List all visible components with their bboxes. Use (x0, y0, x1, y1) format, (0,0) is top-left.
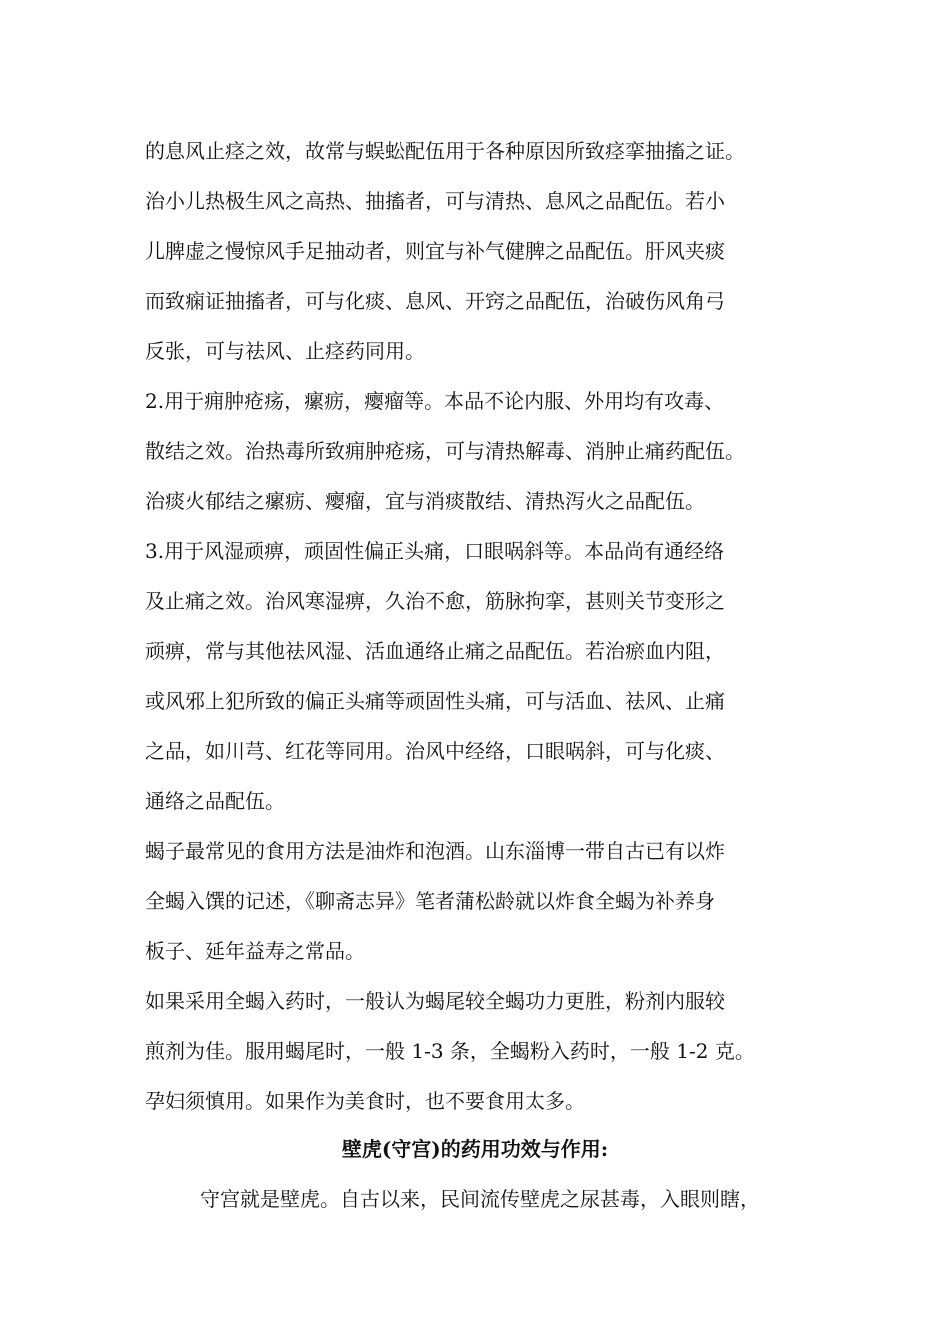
section-heading: 壁虎(守宫)的药用功效与作用: (341, 1137, 609, 1161)
text-line: 反张，可与祛风、止痉药同用。 (145, 339, 425, 363)
text-line: 顽痹，常与其他祛风湿、活血通络止痛之品配伍。若治瘀血内阻， (145, 639, 725, 663)
text-line: 及止痛之效。治风寒湿痹，久治不愈，筋脉拘挛，甚则关节变形之 (145, 589, 725, 613)
text-line: 2.用于痈肿疮疡，瘰疬，瘿瘤等。本品不论内服、外用均有攻毒、 (145, 389, 725, 413)
text-line: 如果采用全蝎入药时，一般认为蝎尾较全蝎功力更胜，粉剂内服较 (145, 989, 725, 1013)
text-line: 之品，如川芎、红花等同用。治风中经络，口眼㖞斜，可与化痰、 (145, 739, 725, 763)
text-line: 全蝎入馔的记述，《聊斋志异》笔者蒲松龄就以炸食全蝎为补养身 (145, 889, 715, 913)
text-line: 通络之品配伍。 (145, 789, 285, 813)
text-line: 煎剂为佳。服用蝎尾时，一般 1-3 条，全蝎粉入药时，一般 1-2 克。 (145, 1039, 755, 1063)
text-line: 蝎子最常见的食用方法是油炸和泡酒。山东淄博一带自古已有以炸 (145, 839, 725, 863)
text-line: 板子、延年益寿之常品。 (145, 939, 365, 963)
text-line: 的息风止痉之效，故常与蜈蚣配伍用于各种原因所致痉挛抽搐之证。 (145, 139, 745, 163)
text-line: 治痰火郁结之瘰疬、瘿瘤，宜与消痰散结、清热泻火之品配伍。 (145, 489, 705, 513)
text-line: 而致痫证抽搐者，可与化痰、息风、开窍之品配伍，治破伤风角弓 (145, 289, 725, 313)
text-line: 3.用于风湿顽痹，顽固性偏正头痛，口眼㖞斜等。本品尚有通经络 (145, 539, 725, 563)
text-line: 或风邪上犯所致的偏正头痛等顽固性头痛，可与活血、祛风、止痛 (145, 689, 725, 713)
text-line: 治小儿热极生风之高热、抽搐者，可与清热、息风之品配伍。若小 (145, 189, 725, 213)
text-line: 孕妇须慎用。如果作为美食时，也不要食用太多。 (145, 1089, 585, 1113)
text-line: 儿脾虚之慢惊风手足抽动者，则宜与补气健脾之品配伍。肝风夹痰 (145, 239, 725, 263)
text-line: 散结之效。治热毒所致痈肿疮疡，可与清热解毒、消肿止痛药配伍。 (145, 439, 745, 463)
text-line: 守宫就是壁虎。自古以来，民间流传壁虎之尿甚毒，入眼则瞎， (200, 1187, 760, 1211)
